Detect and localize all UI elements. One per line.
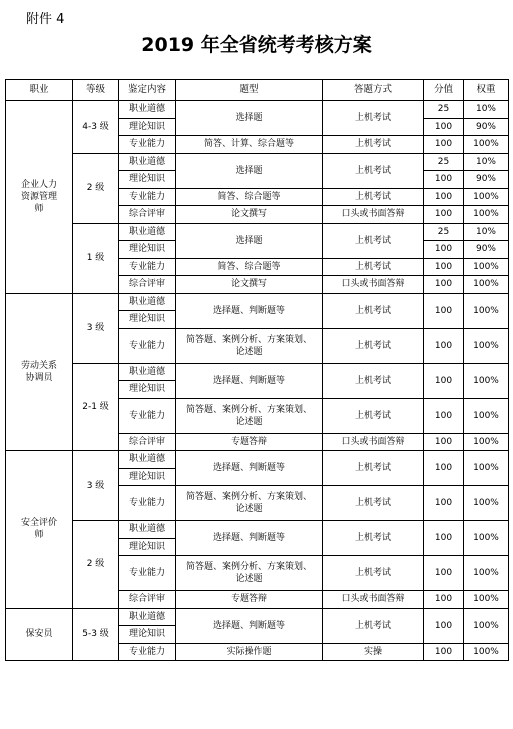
content-cell: 综合评审 <box>119 591 176 609</box>
header-score: 分值 <box>424 80 464 101</box>
weight-cell: 100% <box>464 433 509 451</box>
header-occupation: 职业 <box>6 80 73 101</box>
content-cell: 职业道德 <box>119 153 176 171</box>
content-cell: 职业道德 <box>119 363 176 381</box>
answer-method-cell: 上机考试 <box>323 328 424 363</box>
score-cell: 100 <box>424 486 464 521</box>
weight-cell: 100% <box>464 188 509 206</box>
weight-cell: 100% <box>464 591 509 609</box>
content-cell: 职业道德 <box>119 101 176 119</box>
content-cell: 理论知识 <box>119 468 176 486</box>
answer-method-cell: 上机考试 <box>323 398 424 433</box>
question-type-cell: 选择题 <box>176 153 323 188</box>
question-type-cell: 选择题 <box>176 101 323 136</box>
question-type-cell: 简答题、案例分析、方案策划、论述题 <box>176 556 323 591</box>
header-level: 等级 <box>73 80 119 101</box>
weight-cell: 100% <box>464 643 509 661</box>
question-type-cell: 选择题、判断题等 <box>176 293 323 328</box>
weight-cell: 10% <box>464 223 509 241</box>
weight-cell: 10% <box>464 153 509 171</box>
table-row <box>6 521 509 539</box>
content-cell: 职业道德 <box>119 451 176 469</box>
weight-cell: 100% <box>464 328 509 363</box>
score-cell: 100 <box>424 293 464 328</box>
answer-method-cell: 口头或书面答辩 <box>323 591 424 609</box>
content-cell: 理论知识 <box>119 626 176 644</box>
content-cell: 专业能力 <box>119 398 176 433</box>
level-cell: 2-1 级 <box>73 363 119 451</box>
assessment-table <box>5 79 509 661</box>
table-body <box>6 101 509 661</box>
content-cell: 理论知识 <box>119 241 176 259</box>
question-type-cell: 选择题、判断题等 <box>176 363 323 398</box>
weight-cell: 100% <box>464 521 509 556</box>
content-cell: 职业道德 <box>119 293 176 311</box>
level-cell: 2 级 <box>73 521 119 609</box>
content-cell: 理论知识 <box>119 311 176 329</box>
level-cell: 2 级 <box>73 153 119 223</box>
content-cell: 专业能力 <box>119 328 176 363</box>
score-cell: 100 <box>424 258 464 276</box>
question-type-cell: 论文撰写 <box>176 276 323 294</box>
answer-method-cell: 上机考试 <box>323 486 424 521</box>
table-row <box>6 223 509 241</box>
content-cell: 职业道德 <box>119 223 176 241</box>
answer-method-cell: 实操 <box>323 643 424 661</box>
weight-cell: 90% <box>464 241 509 259</box>
table-row <box>6 101 509 119</box>
question-type-cell: 简答题、案例分析、方案策划、论述题 <box>176 486 323 521</box>
score-cell: 100 <box>424 556 464 591</box>
content-cell: 综合评审 <box>119 276 176 294</box>
occupation-cell: 劳动关系协调员 <box>6 293 73 451</box>
question-type-cell: 简答题、案例分析、方案策划、论述题 <box>176 398 323 433</box>
answer-method-cell: 上机考试 <box>323 293 424 328</box>
question-type-cell: 简答题、案例分析、方案策划、论述题 <box>176 328 323 363</box>
answer-method-cell: 上机考试 <box>323 223 424 258</box>
answer-method-cell: 上机考试 <box>323 608 424 643</box>
answer-method-cell: 上机考试 <box>323 136 424 154</box>
document-title: 2019 年全省统考考核方案 <box>141 34 372 56</box>
header-content: 鉴定内容 <box>119 80 176 101</box>
content-cell: 综合评审 <box>119 206 176 224</box>
level-cell: 5-3 级 <box>73 608 119 661</box>
content-cell: 综合评审 <box>119 433 176 451</box>
score-cell: 100 <box>424 118 464 136</box>
answer-method-cell: 口头或书面答辩 <box>323 276 424 294</box>
table-header-row <box>6 80 509 101</box>
score-cell: 100 <box>424 591 464 609</box>
question-type-cell: 选择题、判断题等 <box>176 451 323 486</box>
answer-method-cell: 上机考试 <box>323 556 424 591</box>
score-cell: 100 <box>424 608 464 643</box>
question-type-cell: 实际操作题 <box>176 643 323 661</box>
question-type-cell: 简答、综合题等 <box>176 258 323 276</box>
table-row <box>6 608 509 626</box>
answer-method-cell: 口头或书面答辩 <box>323 206 424 224</box>
weight-cell: 100% <box>464 258 509 276</box>
attachment-label: 附件 4 <box>26 12 65 27</box>
question-type-cell: 选择题、判断题等 <box>176 521 323 556</box>
weight-cell: 100% <box>464 136 509 154</box>
weight-cell: 100% <box>464 556 509 591</box>
weight-cell: 100% <box>464 293 509 328</box>
content-cell: 职业道德 <box>119 608 176 626</box>
score-cell: 100 <box>424 328 464 363</box>
content-cell: 专业能力 <box>119 188 176 206</box>
level-cell: 1 级 <box>73 223 119 293</box>
level-cell: 3 级 <box>73 293 119 363</box>
score-cell: 25 <box>424 223 464 241</box>
occupation-cell: 企业人力资源管理师 <box>6 101 73 294</box>
level-cell: 3 级 <box>73 451 119 521</box>
score-cell: 100 <box>424 643 464 661</box>
score-cell: 100 <box>424 188 464 206</box>
score-cell: 100 <box>424 241 464 259</box>
question-type-cell: 选择题、判断题等 <box>176 608 323 643</box>
content-cell: 职业道德 <box>119 521 176 539</box>
score-cell: 100 <box>424 276 464 294</box>
weight-cell: 100% <box>464 608 509 643</box>
score-cell: 100 <box>424 451 464 486</box>
question-type-cell: 选择题 <box>176 223 323 258</box>
question-type-cell: 专题答辩 <box>176 591 323 609</box>
answer-method-cell: 上机考试 <box>323 521 424 556</box>
content-cell: 理论知识 <box>119 381 176 399</box>
header-answer-method: 答题方式 <box>323 80 424 101</box>
answer-method-cell: 上机考试 <box>323 101 424 136</box>
score-cell: 25 <box>424 101 464 119</box>
weight-cell: 100% <box>464 486 509 521</box>
content-cell: 专业能力 <box>119 136 176 154</box>
score-cell: 25 <box>424 153 464 171</box>
content-cell: 专业能力 <box>119 556 176 591</box>
weight-cell: 100% <box>464 398 509 433</box>
weight-cell: 90% <box>464 171 509 189</box>
answer-method-cell: 上机考试 <box>323 363 424 398</box>
header-weight: 权重 <box>464 80 509 101</box>
table-row <box>6 451 509 469</box>
question-type-cell: 简答、综合题等 <box>176 188 323 206</box>
occupation-cell: 保安员 <box>6 608 73 661</box>
question-type-cell: 专题答辩 <box>176 433 323 451</box>
table-row <box>6 293 509 311</box>
question-type-cell: 论文撰写 <box>176 206 323 224</box>
content-cell: 理论知识 <box>119 171 176 189</box>
answer-method-cell: 上机考试 <box>323 258 424 276</box>
level-cell: 4-3 级 <box>73 101 119 154</box>
question-type-cell: 简答、计算、综合题等 <box>176 136 323 154</box>
occupation-cell: 安全评价师 <box>6 451 73 609</box>
content-cell: 专业能力 <box>119 258 176 276</box>
score-cell: 100 <box>424 521 464 556</box>
answer-method-cell: 上机考试 <box>323 188 424 206</box>
score-cell: 100 <box>424 363 464 398</box>
content-cell: 专业能力 <box>119 486 176 521</box>
answer-method-cell: 上机考试 <box>323 153 424 188</box>
score-cell: 100 <box>424 433 464 451</box>
table-row <box>6 363 509 381</box>
weight-cell: 100% <box>464 206 509 224</box>
answer-method-cell: 上机考试 <box>323 451 424 486</box>
score-cell: 100 <box>424 136 464 154</box>
content-cell: 理论知识 <box>119 118 176 136</box>
score-cell: 100 <box>424 206 464 224</box>
weight-cell: 100% <box>464 363 509 398</box>
table-row <box>6 153 509 171</box>
content-cell: 理论知识 <box>119 538 176 556</box>
score-cell: 100 <box>424 171 464 189</box>
weight-cell: 100% <box>464 276 509 294</box>
weight-cell: 90% <box>464 118 509 136</box>
header-question-type: 题型 <box>176 80 323 101</box>
score-cell: 100 <box>424 398 464 433</box>
weight-cell: 10% <box>464 101 509 119</box>
weight-cell: 100% <box>464 451 509 486</box>
answer-method-cell: 口头或书面答辩 <box>323 433 424 451</box>
content-cell: 专业能力 <box>119 643 176 661</box>
